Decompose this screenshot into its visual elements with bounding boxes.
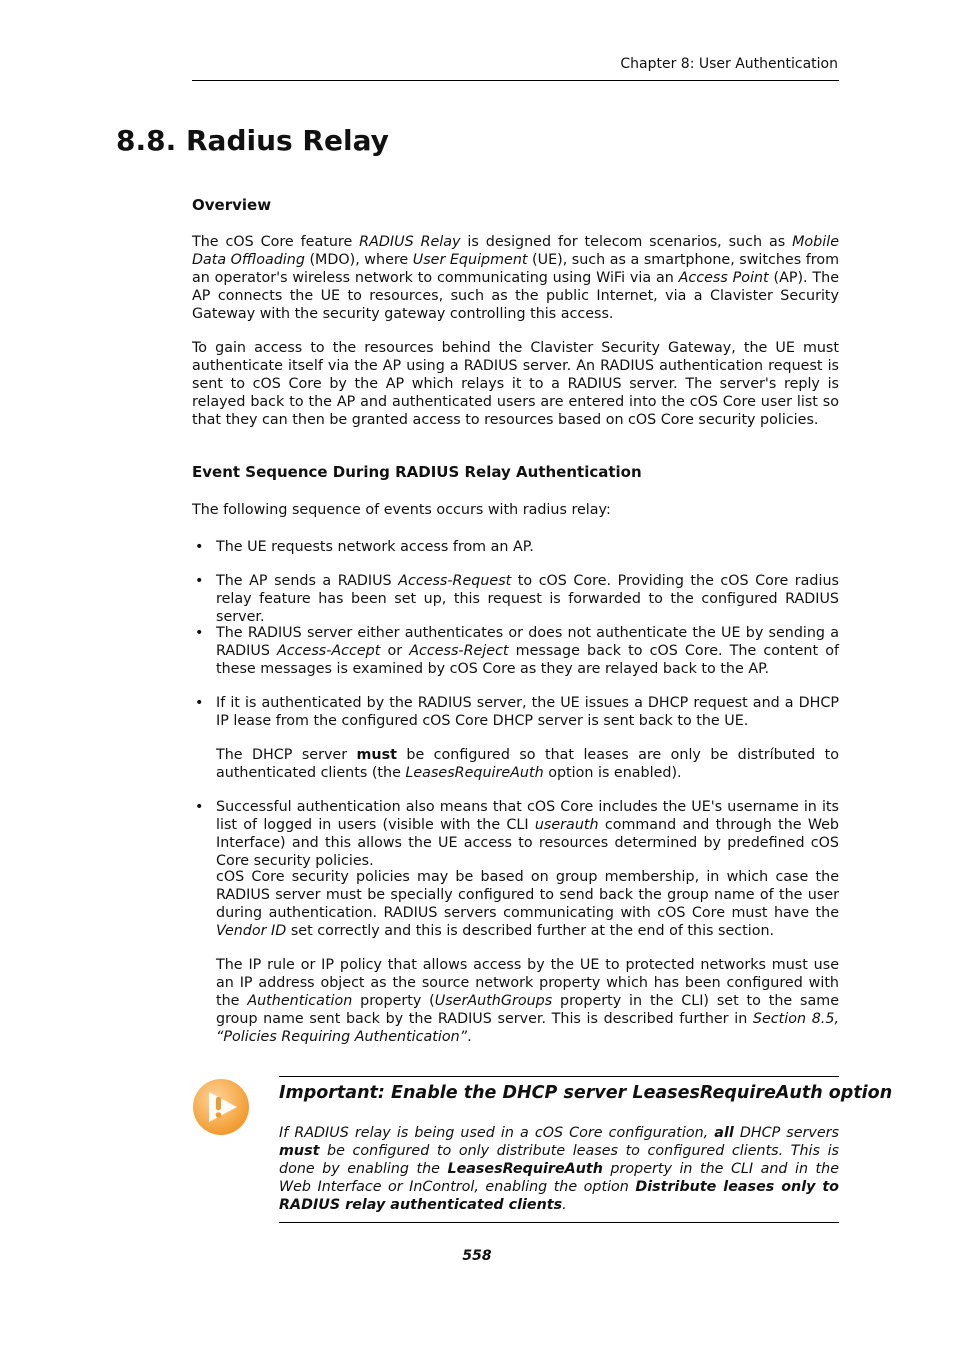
section-title: 8.8. Radius Relay bbox=[116, 124, 389, 157]
note-title: Important: Enable the DHCP server LeasesRequireAuth option bbox=[279, 1083, 893, 1103]
bullet-item-3: • The RADIUS server either authenticates or does not authenticate the UE by sending a RADIUS Access-Accept or Access-Reject message back to cOS Core. The content of these messages is examined by cOS Core as they are relayed back to the AP. bbox=[195, 625, 839, 677]
page-number: 558 bbox=[462, 1248, 492, 1264]
important-icon bbox=[192, 1078, 250, 1136]
bullet-item-5-paragraph-3: The IP rule or IP policy that allows access by the UE to protected networks must use an IP address object as the source network property which has been configured with the Authentication property (UserAuthGroups property in the CLI) set to the same group name sent back by the RADIUS server. This is described further in Section 8.5, “Policies Requiring Authentication”. bbox=[216, 957, 839, 1045]
note-body: If RADIUS relay is being used in a cOS Core configuration, all DHCP servers must be configured to only distribute leases to configured clients. This is done by enabling the LeasesRequireAuth property in the CLI and in the Web Interface or InControl, enabling the option Distribute leases only to RADIUS relay authenticated clients. bbox=[279, 1125, 840, 1213]
event-sequence-heading: Event Sequence During RADIUS Relay Authentication bbox=[192, 463, 642, 481]
bullet-item-1: • The UE requests network access from an AP. bbox=[195, 539, 534, 555]
bullet-item-4-paragraph-2: The DHCP server must be configured so that leases are only be distríbuted to authenticated clients (the LeasesRequireAuth option is enabled). bbox=[216, 747, 839, 781]
event-sequence-intro: The following sequence of events occurs with radius relay: bbox=[192, 502, 611, 518]
bullet-item-4: • If it is authenticated by the RADIUS server, the UE issues a DHCP request and a DHCP IP lease from the configured cOS Core DHCP server is sent back to the UE. bbox=[195, 695, 839, 729]
note-top-divider bbox=[279, 1076, 839, 1077]
note-bottom-divider bbox=[279, 1222, 839, 1223]
overview-heading: Overview bbox=[192, 196, 272, 214]
bullet-item-2: • The AP sends a RADIUS Access-Request to cOS Core. Providing the cOS Core radius relay feature has been set up, this request is forwarded to the configured RADIUS server. bbox=[195, 573, 839, 625]
bullet-item-5-paragraph-2: cOS Core security policies may be based on group membership, in which case the RADIUS server must be specially configured to send back the group name of the user during authentication. RADIUS servers communicating with cOS Core must have the Vendor ID set correctly and this is described further at the end of this section. bbox=[216, 869, 839, 939]
overview-paragraph-2: To gain access to the resources behind the Clavister Security Gateway, the UE must authenticate itself via the AP using a RADIUS server. An RADIUS authentication request is sent to cOS Core by the AP which relays it to a RADIUS server. The server's reply is relayed back to the AP and authenticated users are entered into the cOS Core user list so that they can then be granted access to resources based on cOS Core security policies. bbox=[192, 340, 839, 428]
bullet-item-5: • Successful authentication also means that cOS Core includes the UE's username in its list of logged in users (visible with the CLI userauth command and through the Web Interface) and this allows the UE access to resources determined by predefined cOS Core security policies. bbox=[195, 799, 839, 869]
overview-paragraph-1: The cOS Core feature RADIUS Relay is designed for telecom scenarios, such as Mobile Data Offloading (MDO), where User Equipment (UE), such as a smartphone, switches from an operator's wireless network to communicating using WiFi via an Access Point (AP). The AP connects the UE to resources, such as the public Internet, via a Clavister Security Gateway with the security gateway controlling this access. bbox=[192, 234, 840, 322]
running-header: Chapter 8: User Authentication bbox=[620, 56, 838, 72]
header-divider bbox=[192, 80, 839, 81]
